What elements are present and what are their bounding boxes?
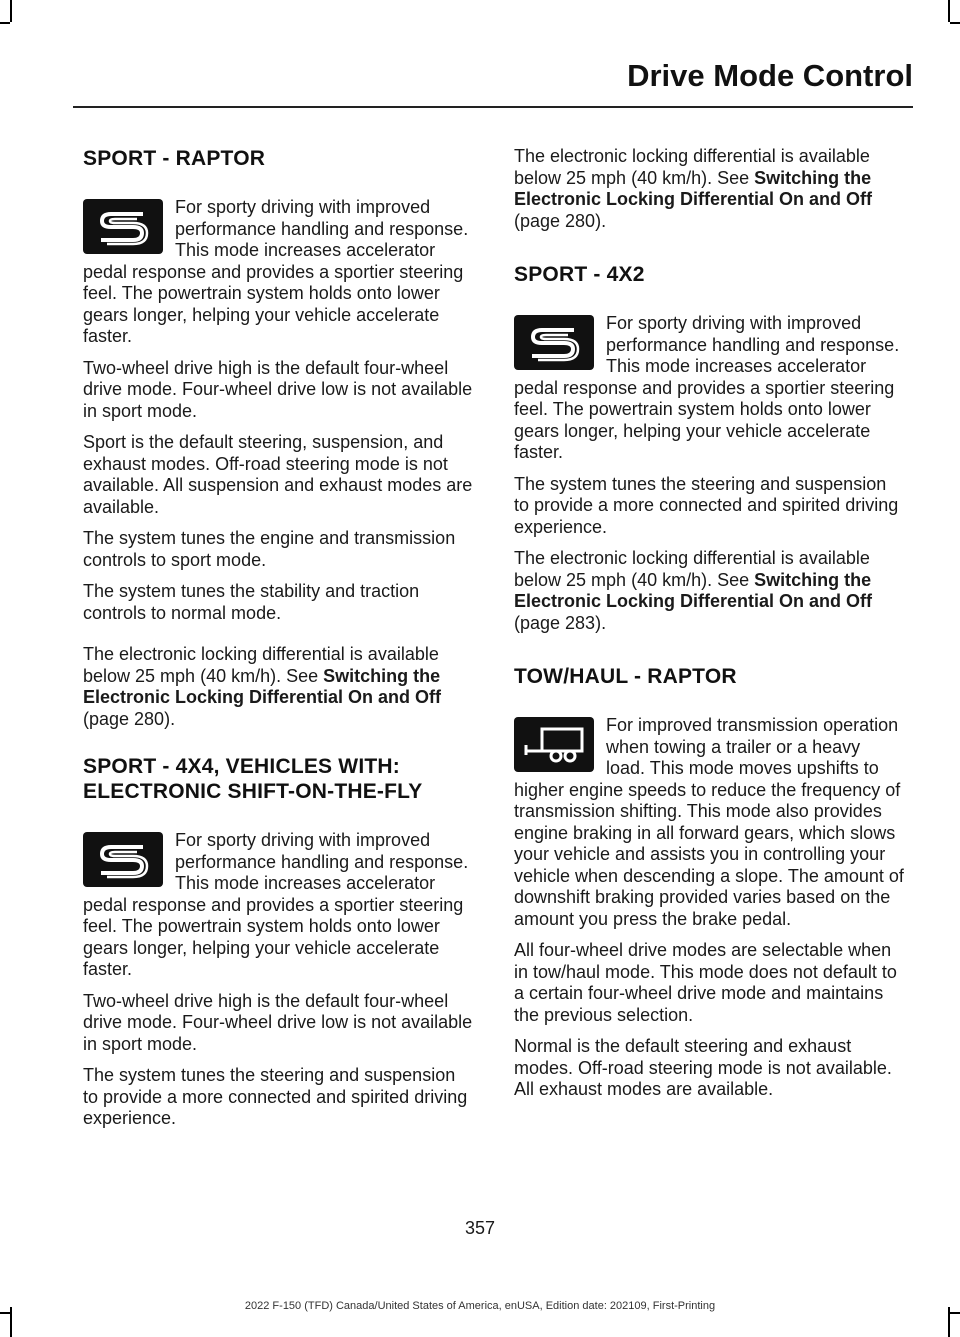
paragraph-text: The electronic locking differential is available below 25 mph (40 km/h). See xyxy=(514,548,870,590)
paragraph: Sport is the default steering, suspension, and exhaust modes. Off-road steering mode is not available. All suspension and exhaust modes are available. xyxy=(83,432,473,517)
page-number: 357 xyxy=(464,1218,496,1238)
header-rule xyxy=(73,106,913,108)
paragraph: The system tunes the steering and suspension to provide a more connected and spirited driving experience. xyxy=(83,1065,468,1128)
paragraph: Two-wheel drive high is the default four-wheel drive mode. Four-wheel drive low is not available in sport mode. xyxy=(83,990,473,1054)
paragraph: The system tunes the stability and traction controls to normal mode. xyxy=(83,581,420,623)
right-column xyxy=(514,146,904,1111)
paragraph: All four-wheel drive modes are selectable when in tow/haul mode. This mode does not default to a certain four-wheel drive mode and maintains the previous selection. xyxy=(514,940,897,1025)
paragraph-text: The electronic locking differential is available below 25 mph (40 km/h). See xyxy=(83,644,439,686)
paragraph-with-reference xyxy=(514,548,904,634)
paragraph-with-reference xyxy=(514,146,904,232)
crop-mark xyxy=(948,0,950,22)
sport-mode-icon xyxy=(83,199,163,254)
section-heading-sport-4x2: SPORT - 4X2 xyxy=(514,263,645,286)
cross-reference-link[interactable]: Switching the Electronic Locking Differential On and Off xyxy=(514,569,873,611)
crop-mark xyxy=(10,0,12,22)
crop-mark xyxy=(0,22,10,24)
section-heading-tow-haul: TOW/HAUL - RAPTOR xyxy=(514,665,737,688)
paragraph: Normal is the default steering and exhaust modes. Off-road steering mode is not available. All exhaust modes are available. xyxy=(514,1036,892,1099)
paragraph-text: The electronic locking differential is available below 25 mph (40 km/h). See xyxy=(514,146,870,188)
page-title: Drive Mode Control xyxy=(627,58,913,93)
left-column xyxy=(83,146,473,1140)
paragraph: For improved transmission operation when towing a trailer or a heavy load. This mode moves upshifts to higher engine speeds to reduce the frequency of transmission shifting. This mode also provides engine braking in all forward gears, which slows your vehicle and assists you in controlling your vehicle when descending a slope. The amount of downshift braking provided varies based on the amount you press the brake pedal. xyxy=(514,715,904,929)
paragraph: For sporty driving with improved performance handling and response. This mode increases accelerator pedal response and provides a sportier steering feel. The powertrain system holds onto lower gears longer, helping your vehicle accelerate faster. xyxy=(83,830,469,979)
page-reference: (page 280). xyxy=(514,210,607,231)
tow-haul-icon xyxy=(514,717,594,772)
page-reference: (page 283). xyxy=(514,612,607,633)
cross-reference-link[interactable]: Switching the Electronic Locking Differential On and Off xyxy=(83,665,442,707)
paragraph: Two-wheel drive high is the default four-wheel drive mode. Four-wheel drive low is not available in sport mode. xyxy=(83,357,473,421)
page-reference: (page 280). xyxy=(83,708,176,729)
paragraph: The system tunes the steering and suspension to provide a more connected and spirited driving experience. xyxy=(514,473,899,537)
crop-mark xyxy=(950,1312,960,1314)
paragraph: The system tunes the engine and transmission controls to sport mode. xyxy=(83,528,456,570)
sport-mode-icon xyxy=(514,315,594,370)
crop-mark xyxy=(950,22,960,24)
section-heading-sport-4x4: SPORT - 4X4, VEHICLES WITH: ELECTRONIC SHIFT-ON-THE-FLY xyxy=(83,755,423,803)
cross-reference-link[interactable]: Switching the Electronic Locking Differential On and Off xyxy=(514,167,873,209)
paragraph-with-reference xyxy=(83,644,473,730)
paragraph: For sporty driving with improved performance handling and response. This mode increases accelerator pedal response and provides a sportier steering feel. The powertrain system holds onto lower gears longer, helping your vehicle accelerate faster. xyxy=(514,313,900,462)
sport-mode-icon xyxy=(83,832,163,887)
paragraph: For sporty driving with improved performance handling and response. This mode increases accelerator pedal response and provides a sportier steering feel. The powertrain system holds onto lower gears longer, helping your vehicle accelerate faster. xyxy=(83,197,469,346)
section-heading-sport-raptor: SPORT - RAPTOR xyxy=(83,147,266,170)
edition-footer: 2022 F-150 (TFD) Canada/United States of America, enUSA, Edition date: 202109, First-Printing xyxy=(244,1300,716,1312)
crop-mark xyxy=(0,1312,10,1314)
